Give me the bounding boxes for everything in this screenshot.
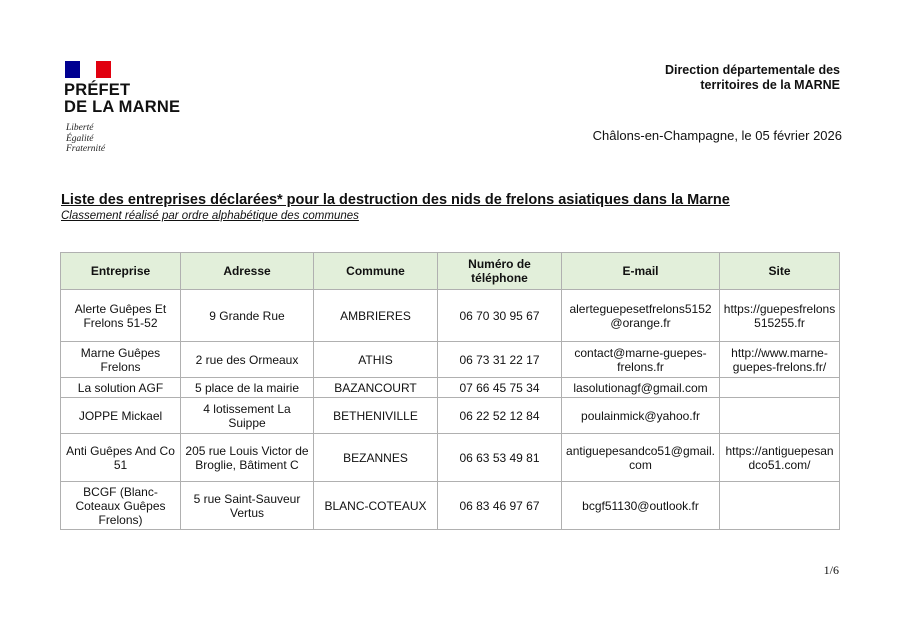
- cell-entreprise: JOPPE Mickael: [61, 398, 181, 434]
- table-header-row: [61, 253, 840, 290]
- cell-commune: BEZANNES: [314, 434, 438, 482]
- logo-line-2: DE LA MARNE: [64, 98, 181, 116]
- cell-commune: BETHENIVILLE: [314, 398, 438, 434]
- header-email: E-mail: [562, 253, 720, 290]
- motto-fraternite: Fraternité: [66, 144, 106, 154]
- motto-egalite: Égalité: [66, 133, 94, 144]
- cell-email[interactable]: antiguepesandco51@gmail.com: [562, 434, 720, 482]
- cell-commune: AMBRIERES: [314, 290, 438, 342]
- cell-site: [720, 398, 840, 434]
- cell-email[interactable]: poulainmick@yahoo.fr: [562, 398, 720, 434]
- direction-line-1: Direction départementale des: [664, 63, 840, 77]
- cell-email[interactable]: contact@marne-guepes-frelons.fr: [562, 342, 720, 378]
- header-telephone: Numéro de téléphone: [438, 253, 562, 290]
- cell-site: [720, 482, 840, 530]
- motto-liberte: Liberté: [66, 123, 94, 133]
- cell-telephone: 06 70 30 95 67: [438, 290, 562, 342]
- cell-entreprise: La solution AGF: [61, 378, 181, 398]
- cell-adresse: 4 lotissement La Suippe: [181, 398, 314, 434]
- direction-line-2: territoires de la MARNE: [700, 78, 840, 92]
- marianne-flag-logo: [65, 61, 111, 78]
- cell-adresse: 205 rue Louis Victor de Broglie, Bâtiment C: [181, 434, 314, 482]
- cell-entreprise: Anti Guêpes And Co 51: [61, 434, 181, 482]
- header-site: Site: [720, 253, 840, 290]
- cell-telephone: 06 63 53 49 81: [438, 434, 562, 482]
- cell-adresse: 9 Grande Rue: [181, 290, 314, 342]
- document-date: Châlons-en-Champagne, le 05 février 2026: [592, 128, 842, 143]
- cell-adresse: 5 rue Saint-Sauveur Vertus: [181, 482, 314, 530]
- table-row: [61, 342, 840, 378]
- cell-commune: BAZANCOURT: [314, 378, 438, 398]
- page-number: 1/6: [823, 563, 839, 577]
- cell-email[interactable]: alerteguepesetfrelons5152@orange.fr: [562, 290, 720, 342]
- republic-motto: [66, 123, 105, 155]
- logo-line-1: PRÉFET: [64, 81, 131, 99]
- document-title: Liste des entreprises déclarées* pour la destruction des nids de frelons asiatiques dans la Marne: [61, 192, 730, 208]
- cell-telephone: 06 83 46 97 67: [438, 482, 562, 530]
- cell-email[interactable]: lasolutionagf@gmail.com: [562, 378, 720, 398]
- header-commune: Commune: [314, 253, 438, 290]
- cell-email[interactable]: bcgf51130@outlook.fr: [562, 482, 720, 530]
- cell-adresse: 2 rue des Ormeaux: [181, 342, 314, 378]
- table-row: [61, 398, 840, 434]
- cell-commune: BLANC-COTEAUX: [314, 482, 438, 530]
- cell-site[interactable]: http://www.marne-guepes-frelons.fr/: [720, 342, 840, 378]
- cell-site[interactable]: https://antiguepesandco51.com/: [720, 434, 840, 482]
- cell-telephone: 06 22 52 12 84: [438, 398, 562, 434]
- document-subtitle: Classement réalisé par ordre alphabétique des communes: [61, 210, 359, 222]
- cell-adresse: 5 place de la mairie: [181, 378, 314, 398]
- table-row: [61, 482, 840, 530]
- header-entreprise: Entreprise: [61, 253, 181, 290]
- cell-site: [720, 378, 840, 398]
- table-row: [61, 434, 840, 482]
- cell-commune: ATHIS: [314, 342, 438, 378]
- cell-telephone: 06 73 31 22 17: [438, 342, 562, 378]
- cell-telephone: 07 66 45 75 34: [438, 378, 562, 398]
- cell-entreprise: Alerte Guêpes Et Frelons 51-52: [61, 290, 181, 342]
- header-adresse: Adresse: [181, 253, 314, 290]
- prefecture-logo-text: [64, 82, 180, 116]
- companies-table: [60, 252, 840, 530]
- direction-block: [665, 63, 840, 93]
- cell-site[interactable]: https://guepesfrelons515255.fr: [720, 290, 840, 342]
- table-row: [61, 290, 840, 342]
- cell-entreprise: BCGF (Blanc-Coteaux Guêpes Frelons): [61, 482, 181, 530]
- table-row: [61, 378, 840, 398]
- cell-entreprise: Marne Guêpes Frelons: [61, 342, 181, 378]
